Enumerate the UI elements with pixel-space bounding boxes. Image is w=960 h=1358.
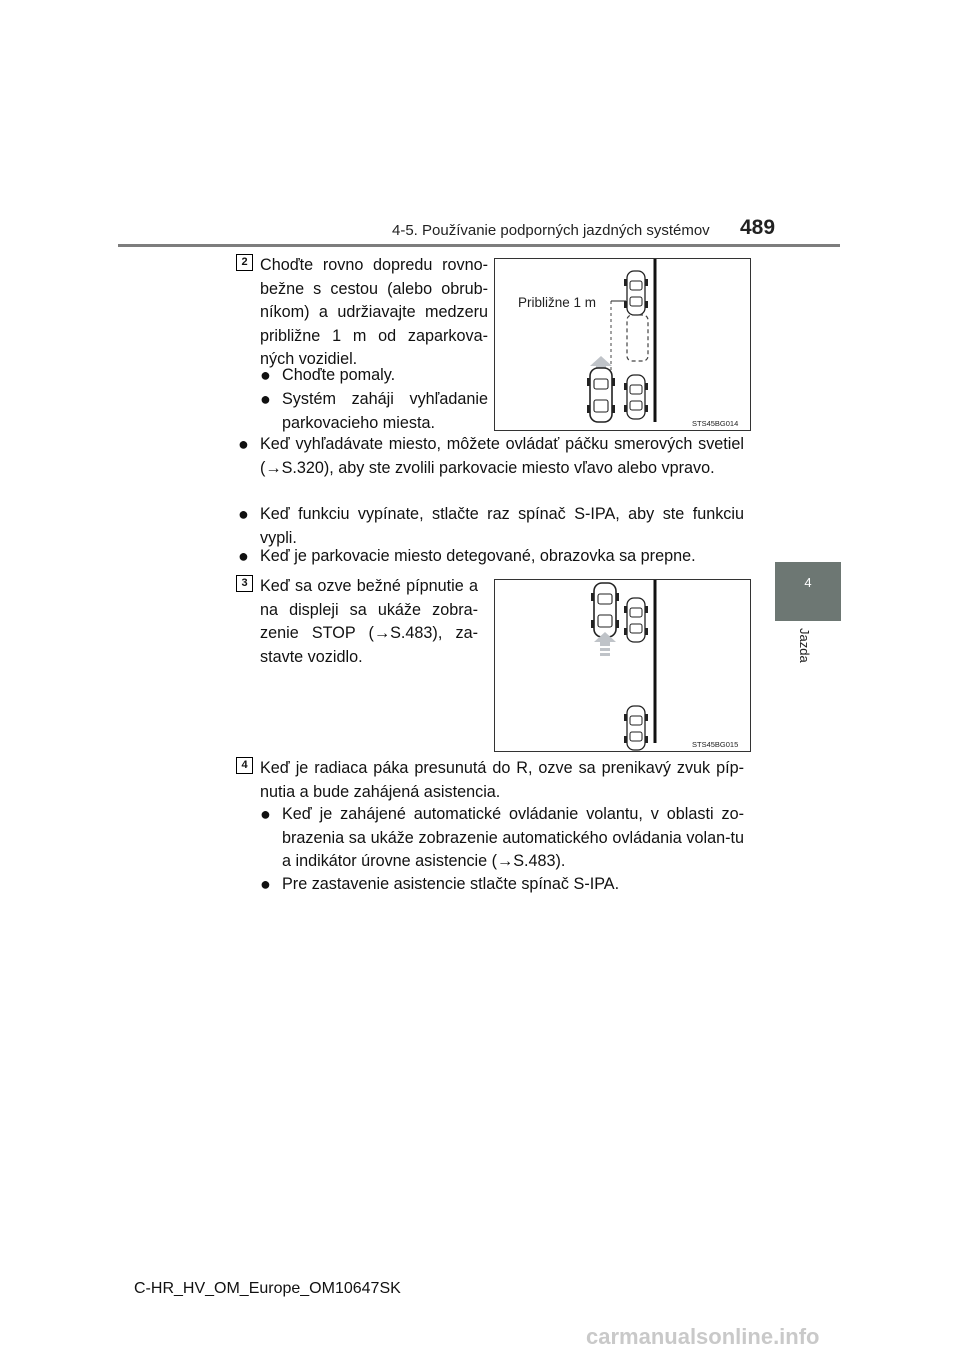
bullet-dot: ● <box>238 546 249 566</box>
parking-diagram-2 <box>495 580 750 751</box>
page-number: 489 <box>740 216 776 239</box>
parked-car-rear <box>624 706 648 750</box>
step-2-bullet-3: ● Keď vyhľadávate miesto, môžete ovládať páčku smerových svetiel (→S.320), aby ste zvolili parkovacie miesto vľavo alebo vpravo. <box>238 434 744 477</box>
bullet-dot: ● <box>238 504 249 524</box>
section-title: 4-5. Používanie podporných jazdných systémov <box>392 222 710 239</box>
bullet-dot: ● <box>238 434 249 454</box>
parked-car-front <box>624 598 648 642</box>
figure-stop-vehicle <box>494 579 751 752</box>
document-code: C-HR_HV_OM_Europe_OM10647SK <box>134 1280 401 1297</box>
step-2-bullet-2: ● Systém zaháji vyhľadanie parkovacieho miesta. <box>260 389 488 432</box>
chapter-label <box>794 628 818 688</box>
figure-code: STS45BG014 <box>692 419 739 428</box>
figure-code: STS45BG015 <box>692 740 739 749</box>
chapter-tab <box>775 562 841 621</box>
bullet-dot: ● <box>260 874 271 894</box>
own-vehicle <box>591 583 619 637</box>
chapter-number: 4 <box>804 575 812 590</box>
own-vehicle <box>587 368 615 422</box>
header-rule <box>118 244 840 247</box>
bullet-dot: ● <box>260 365 271 385</box>
step-2-bullet-4: ● Keď funkciu vypínate, stlačte raz spínač S-IPA, aby ste funkciu vypli. <box>238 504 744 547</box>
watermark: carmanualsonline.info <box>586 1324 820 1349</box>
step-4-marker: 4 <box>236 757 253 774</box>
step-2-bullet-1: ● Choďte pomaly. <box>282 364 488 388</box>
step-4-bullet-2: ● Pre zastavenie asistencie stlačte spínač S-IPA. <box>282 873 744 897</box>
chapter-label-text: Jazda <box>797 628 812 663</box>
step-4-text: Keď je radiaca páka presunutá do R, ozve sa prenikavý zvuk píp-nutia a bude zahájená asistencia. <box>260 759 744 801</box>
figure-parallel-driving <box>494 258 751 431</box>
step-4-bullet-1: ● Keď je zahájené automatické ovládanie volantu, v oblasti zo-brazenia sa ukáže zobrazenie automatického ovládania volan-tu a indikátor úrovne asistencie (→S.483). <box>260 804 744 870</box>
parked-car-rear <box>624 375 648 419</box>
step-2-text: Choďte rovno dopredu rovno-bežne s cestou (alebo obrub-níkom) a udržiavajte medzeru približne 1 m od zaparkova-ných vozidiel. <box>260 256 488 368</box>
parked-car-front <box>624 271 648 315</box>
distance-label: Približne 1 m <box>518 295 597 310</box>
bullet-dot: ● <box>260 804 271 824</box>
parking-diagram-1 <box>495 259 750 430</box>
step-2-bullet-5: ● Keď je parkovacie miesto detegované, obrazovka sa prepne. <box>260 545 744 569</box>
step-3-text: Keď sa ozve bežné pípnutie a na displeji sa ukáže zobra-zenie STOP (→S.483), za-stavte vozidlo. <box>260 577 478 666</box>
bullet-dot: ● <box>260 389 271 409</box>
step-2-marker: 2 <box>236 254 253 271</box>
step-3-marker: 3 <box>236 575 253 592</box>
empty-space <box>627 315 648 361</box>
